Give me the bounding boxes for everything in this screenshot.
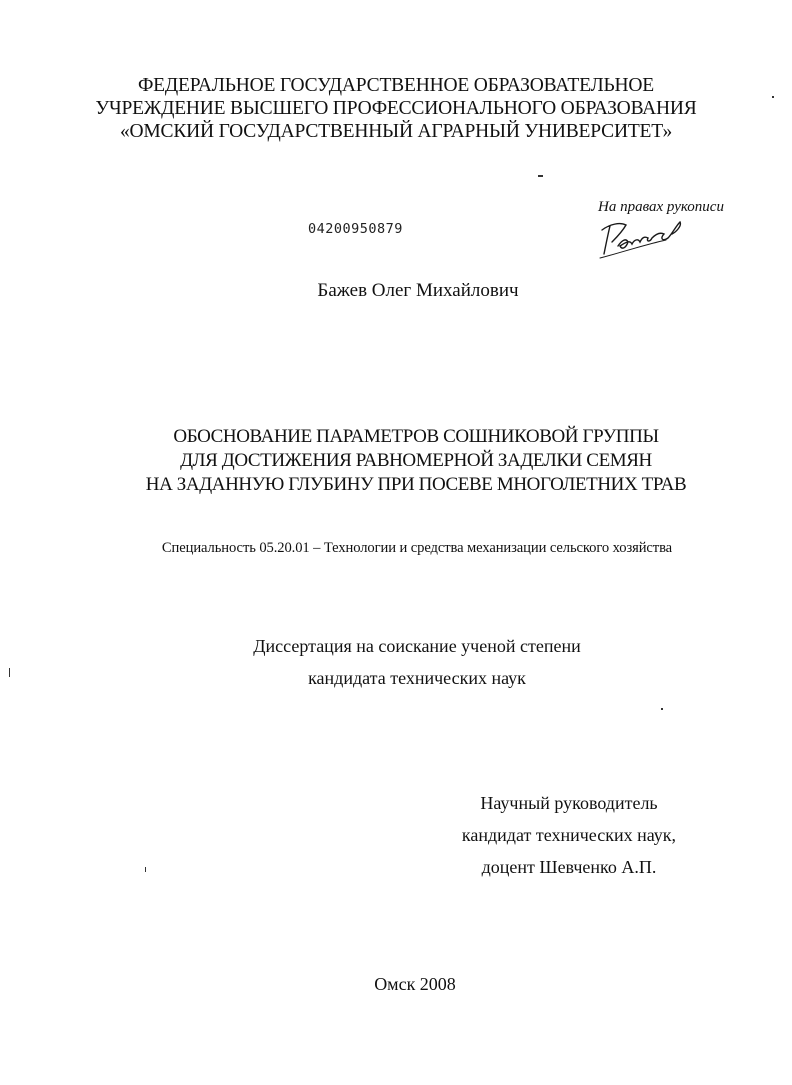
thesis-title [0, 425, 792, 497]
supervisor-block [410, 787, 728, 883]
supervisor-line-1: Научный руководитель [480, 793, 658, 813]
title-line-2: ДЛЯ ДОСТИЖЕНИЯ РАВНОМЕРНОЙ ЗАДЕЛКИ СЕМЯН [180, 450, 652, 471]
registration-number: 04200950879 [308, 221, 403, 237]
title-line-3: НА ЗАДАННУЮ ГЛУБИНУ ПРИ ПОСЕВЕ МНОГОЛЕТНИХ ТРАВ [145, 474, 687, 495]
title-line-1: ОБОСНОВАНИЕ ПАРАМЕТРОВ СОШНИКОВОЙ ГРУППЫ [173, 426, 659, 447]
manuscript-rights-note: На правах рукописи [598, 199, 724, 215]
degree-statement [0, 630, 792, 694]
supervisor-line-3: доцент Шевченко А.П. [481, 857, 657, 877]
scan-speck [772, 96, 774, 98]
place-and-year: Омск 2008 [374, 974, 456, 994]
institution-line-3: «ОМСКИЙ ГОСУДАРСТВЕННЫЙ АГРАРНЫЙ УНИВЕРСИТЕТ» [119, 121, 673, 142]
scan-speck [145, 867, 146, 872]
scan-speck [9, 668, 10, 677]
institution-line-1: ФЕДЕРАЛЬНОЕ ГОСУДАРСТВЕННОЕ ОБРАЗОВАТЕЛЬНОЕ [137, 75, 655, 96]
degree-line-2: кандидата технических наук [308, 668, 526, 688]
scan-speck [538, 175, 543, 177]
supervisor-line-2: кандидат технических наук, [461, 825, 677, 845]
author-name: Бажев Олег Михайлович [317, 280, 519, 301]
specialty-line: Специальность 05.20.01 – Технологии и средства механизации сельского хозяйства [161, 540, 673, 556]
institution-line-2: УЧРЕЖДЕНИЕ ВЫСШЕГО ПРОФЕССИОНАЛЬНОГО ОБРАЗОВАНИЯ [95, 98, 697, 119]
scan-speck [661, 708, 663, 710]
degree-line-1: Диссертация на соискание ученой степени [253, 636, 581, 656]
handwritten-signature [596, 216, 696, 264]
institution-header [0, 74, 792, 143]
